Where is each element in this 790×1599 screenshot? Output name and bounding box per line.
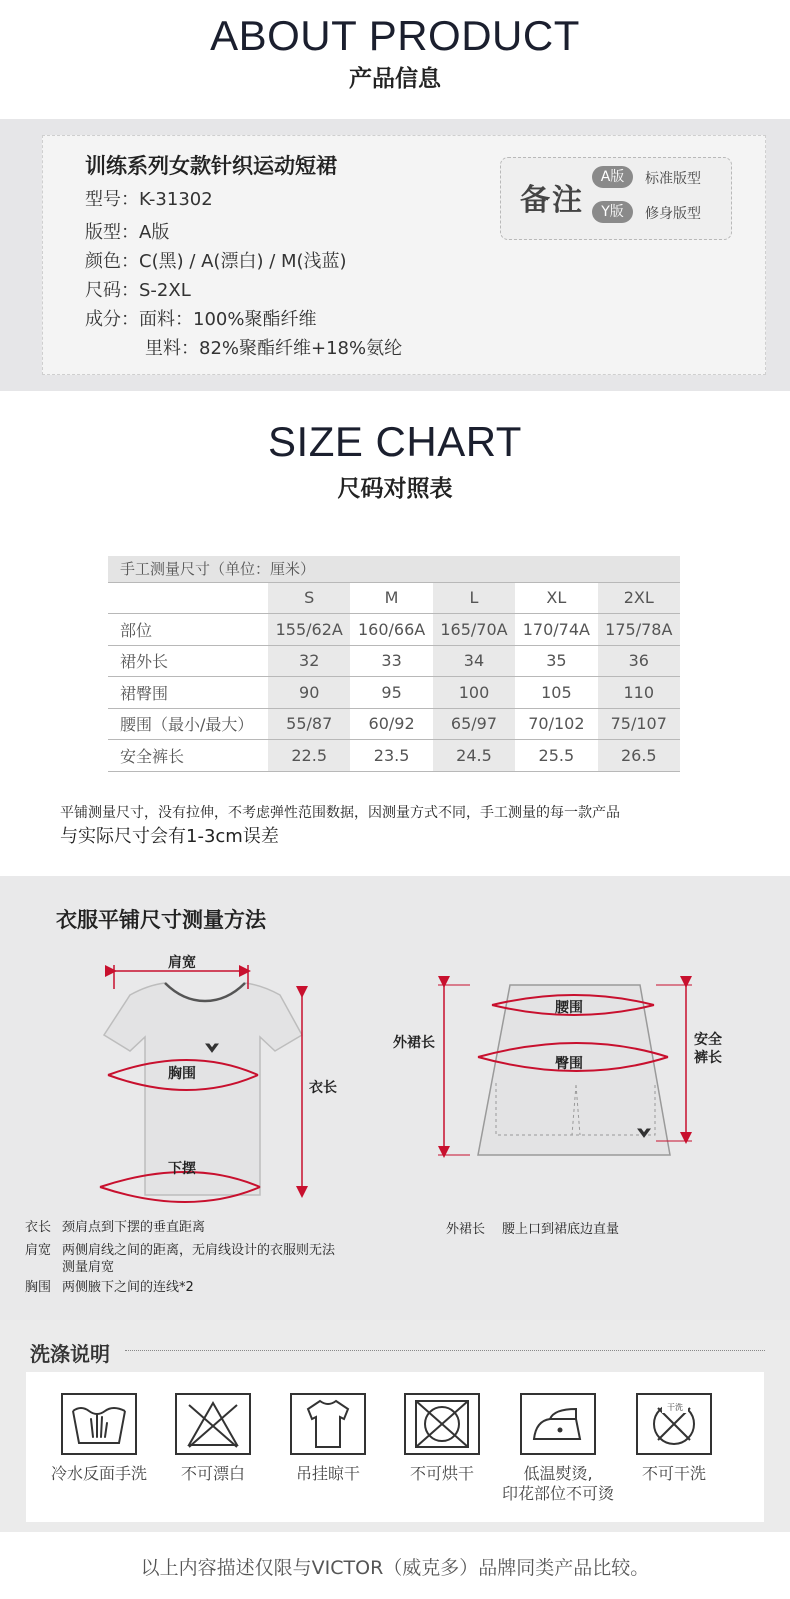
table-cell: 24.5 — [433, 740, 515, 772]
table-cell: 105 — [515, 677, 597, 709]
measure-disclaimer-line2: 与实际尺寸会有1-3cm误差 — [60, 826, 279, 847]
product-name: 训练系列女款针织运动短裙 — [85, 154, 337, 178]
size-table-sizes-row — [108, 582, 680, 614]
tag-y-fit-label: 修身版型 — [645, 206, 701, 222]
measure-title: 衣服平铺尺寸测量方法 — [56, 908, 266, 932]
def-term-shoulder: 肩宽 — [25, 1243, 52, 1258]
row-label: 部位 — [108, 614, 268, 646]
tag-a-fit: A版 — [592, 166, 633, 188]
footer-note: 以上内容描述仅限与VICTOR（威克多）品牌同类产品比较。 — [140, 1557, 650, 1579]
size-table — [108, 556, 680, 772]
table-cell: 95 — [350, 677, 432, 709]
tag-y-fit: Y版 — [592, 201, 633, 223]
table-cell: 34 — [433, 645, 515, 677]
product-material-outer: 成分：面料：100%聚酯纤维 — [85, 309, 317, 330]
wash-label-low-iron-2: 印花部位不可烫 — [501, 1484, 614, 1503]
label-hip: 臀围 — [555, 1056, 583, 1072]
table-cell: 35 — [515, 645, 597, 677]
product-material-lining: 里料：82%聚酯纤维+18%氨纶 — [145, 338, 403, 359]
size-table-header-row — [108, 556, 680, 582]
table-cell: 22.5 — [268, 740, 350, 772]
size-col-l: L — [433, 582, 515, 614]
label-chest: 胸围 — [168, 1066, 196, 1082]
def-desc-outer-length: 腰上口到裙底边直量 — [502, 1222, 620, 1237]
table-cell: 25.5 — [515, 740, 597, 772]
measure-disclaimer-line1: 平铺测量尺寸，没有拉伸，不考虑弹性范围数据，因测量方式不同，手工测量的每一款产品 — [60, 805, 620, 821]
no-bleach-icon — [175, 1393, 251, 1455]
table-cell: 90 — [268, 677, 350, 709]
wash-label-no-bleach: 不可漂白 — [180, 1464, 245, 1483]
table-cell: 110 — [598, 677, 680, 709]
table-cell: 70/102 — [515, 708, 597, 740]
table-cell: 100 — [433, 677, 515, 709]
product-size: 尺码：S-2XL — [85, 280, 191, 301]
def-term-length: 衣长 — [25, 1220, 52, 1235]
table-row — [108, 740, 680, 772]
table-cell: 26.5 — [598, 740, 680, 772]
hang-dry-icon — [290, 1393, 366, 1455]
wash-divider — [125, 1350, 765, 1351]
label-shoulder: 肩宽 — [168, 955, 196, 971]
size-table-header: 手工测量尺寸（单位：厘米） — [108, 556, 680, 582]
table-row — [108, 614, 680, 646]
size-table-corner — [108, 582, 268, 614]
label-outer-length: 外裙长 — [393, 1035, 435, 1051]
note-title: 备注 — [520, 183, 584, 218]
table-cell: 23.5 — [350, 740, 432, 772]
table-cell: 175/78A — [598, 614, 680, 646]
table-cell: 65/97 — [433, 708, 515, 740]
size-col-m: M — [350, 582, 432, 614]
label-waist: 腰围 — [555, 1000, 583, 1016]
wash-label-low-iron: 低温熨烫, — [523, 1464, 593, 1483]
about-title-en: ABOUT PRODUCT — [210, 12, 580, 59]
wash-title: 洗涤说明 — [30, 1342, 110, 1366]
wash-label-hand-wash: 冷水反面手洗 — [50, 1464, 147, 1483]
row-label: 裙外长 — [108, 645, 268, 677]
label-length: 衣长 — [309, 1080, 337, 1096]
about-title-cn: 产品信息 — [349, 66, 441, 92]
size-col-2xl: 2XL — [598, 582, 680, 614]
table-cell: 55/87 — [268, 708, 350, 740]
row-label: 安全裤长 — [108, 740, 268, 772]
table-cell: 170/74A — [515, 614, 597, 646]
no-tumble-dry-icon — [404, 1393, 480, 1455]
wash-label-no-dry-clean: 不可干洗 — [641, 1464, 706, 1483]
def-desc-length: 颈肩点到下摆的垂直距离 — [62, 1220, 206, 1235]
table-cell: 36 — [598, 645, 680, 677]
table-cell: 165/70A — [433, 614, 515, 646]
size-col-s: S — [268, 582, 350, 614]
table-cell: 75/107 — [598, 708, 680, 740]
table-row — [108, 645, 680, 677]
table-cell: 155/62A — [268, 614, 350, 646]
row-label: 腰围（最小/最大） — [108, 708, 268, 740]
table-cell: 32 — [268, 645, 350, 677]
product-fit: 版型：A版 — [85, 222, 170, 243]
def-term-chest: 胸围 — [25, 1280, 52, 1295]
table-row — [108, 677, 680, 709]
table-cell: 33 — [350, 645, 432, 677]
label-hem: 下摆 — [168, 1161, 196, 1177]
wash-label-hang-dry: 吊挂晾干 — [295, 1464, 360, 1483]
low-iron-icon — [520, 1393, 596, 1455]
def-desc-chest: 两侧腋下之间的连线*2 — [62, 1280, 194, 1295]
size-chart-title-en: SIZE CHART — [268, 418, 522, 465]
def-desc-shoulder-2: 测量肩宽 — [62, 1260, 115, 1275]
dry-clean-icon-text: 干洗 — [662, 1402, 688, 1413]
size-col-xl: XL — [515, 582, 597, 614]
tag-a-fit-label: 标准版型 — [645, 171, 701, 187]
product-color: 颜色：C(黑) / A(漂白) / M(浅蓝) — [85, 251, 347, 272]
tshirt-diagram — [70, 955, 330, 1215]
def-term-outer-length: 外裙长 — [446, 1222, 486, 1237]
wash-label-no-tumble-dry: 不可烘干 — [409, 1464, 474, 1483]
table-cell: 160/66A — [350, 614, 432, 646]
label-safety-2: 裤长 — [694, 1050, 722, 1066]
label-safety-1: 安全 — [694, 1032, 722, 1048]
row-label: 裙臀围 — [108, 677, 268, 709]
table-cell: 60/92 — [350, 708, 432, 740]
size-chart-title-cn: 尺码对照表 — [337, 476, 453, 502]
def-desc-shoulder: 两侧肩线之间的距离，无肩线设计的衣服则无法 — [62, 1243, 336, 1258]
hand-wash-icon — [61, 1393, 137, 1455]
table-row — [108, 708, 680, 740]
product-model: 型号：K-31302 — [85, 189, 213, 210]
